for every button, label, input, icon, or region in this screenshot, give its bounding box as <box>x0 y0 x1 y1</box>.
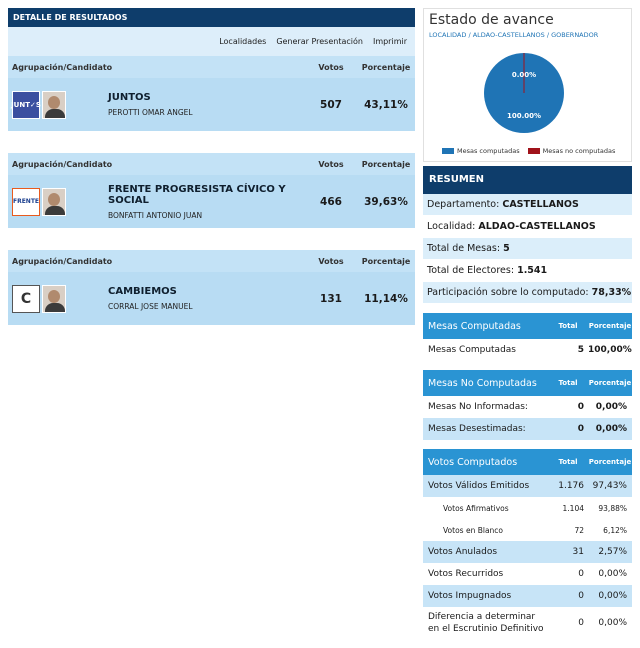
table-row: Mesas Computadas 5 100,00% <box>428 345 632 355</box>
result-header <box>8 153 415 175</box>
table-header: Mesas No Computadas Total Porcentaje <box>423 370 632 396</box>
col-porcentaje: Porcentaje <box>361 159 411 169</box>
result-block <box>8 250 415 325</box>
result-row[interactable] <box>8 272 415 325</box>
pie-chart <box>428 49 628 141</box>
pct-value: 39,63% <box>364 195 408 208</box>
mesas-no-computadas-table <box>423 370 632 440</box>
party-logo: JUNT✓S <box>12 91 40 119</box>
localidad-row: Localidad: ALDAO-CASTELLANOS <box>423 216 632 238</box>
table-row: Votos Afirmativos 1.104 93,88% <box>443 503 627 513</box>
col-agrupacion: Agrupación/Candidato <box>12 62 113 72</box>
candidate-photo <box>42 285 66 313</box>
departamento-row: Departamento: CASTELLANOS <box>423 194 632 216</box>
total-electores-row: Total de Electores: 1.541 <box>423 260 632 282</box>
votes-value: 131 <box>320 292 342 305</box>
col-votos: Votos <box>318 159 344 169</box>
resumen-panel <box>423 166 632 304</box>
votos-computados-table <box>423 449 632 638</box>
table-row: Mesas Desestimadas: 0 0,00% <box>423 418 632 440</box>
table-row: Mesas No Informadas: 0 0,00% <box>428 402 627 412</box>
participacion-row: Participación sobre lo computado: 78,33% <box>423 282 632 304</box>
table-row: Votos Válidos Emitidos 1.176 97,43% <box>423 475 632 497</box>
party-logo: FRENTE <box>12 188 40 216</box>
party-name: FRENTE PROGRESISTA CÍVICO Y SOCIAL <box>108 183 286 206</box>
pie-label-top: 0.00% <box>511 71 537 79</box>
generar-presentacion-link[interactable]: Generar Presentación <box>276 37 363 46</box>
col-porcentaje: Porcentaje <box>361 62 411 72</box>
votes-value: 466 <box>320 195 342 208</box>
candidate-photo <box>42 91 66 119</box>
result-block <box>8 56 415 131</box>
pct-value: 11,14% <box>364 292 408 305</box>
col-agrupacion: Agrupación/Candidato <box>12 256 113 266</box>
col-porcentaje: Porcentaje <box>361 256 411 266</box>
pie-label-bottom: 100.00% <box>506 112 542 120</box>
detalle-panel <box>8 8 415 325</box>
col-votos: Votos <box>318 62 344 72</box>
candidate-name: CORRAL JOSE MANUEL <box>108 302 193 311</box>
pie-legend <box>442 147 615 155</box>
legend-computadas: Mesas computadas <box>442 147 520 155</box>
result-block <box>8 153 415 228</box>
detalle-title: DETALLE DE RESULTADOS <box>8 8 415 27</box>
col-votos: Votos <box>318 256 344 266</box>
right-panel <box>423 8 632 638</box>
candidate-photo <box>42 188 66 216</box>
estado-avance <box>423 8 632 162</box>
mesas-computadas-table <box>423 313 632 361</box>
party-logo: C <box>12 285 40 313</box>
pct-value: 43,11% <box>364 98 408 111</box>
party-name: JUNTOS <box>108 92 151 103</box>
localidades-link[interactable]: Localidades <box>219 37 267 46</box>
table-row: Votos Recurridos 0 0,00% <box>428 569 627 579</box>
detalle-toolbar <box>8 27 415 56</box>
result-header <box>8 250 415 272</box>
estado-title: Estado de avance <box>429 12 554 28</box>
table-row: Votos Impugnados 0 0,00% <box>423 585 632 607</box>
table-header: Mesas Computadas Total Porcentaje <box>423 313 632 339</box>
table-row: Votos en Blanco 72 6,12% <box>443 525 627 535</box>
table-row: Votos Anulados 31 2,57% <box>423 541 632 563</box>
resumen-title: RESUMEN <box>423 166 632 194</box>
candidate-name: PEROTTI OMAR ANGEL <box>108 108 193 117</box>
table-row: Diferencia a determinar en el Escrutinio Definitivo 0 0,00% <box>428 611 627 634</box>
legend-no-computadas: Mesas no computadas <box>528 147 616 155</box>
party-name: CAMBIEMOS <box>108 286 177 297</box>
result-row[interactable] <box>8 175 415 228</box>
candidate-name: BONFATTI ANTONIO JUAN <box>108 210 203 220</box>
result-row[interactable] <box>8 78 415 131</box>
result-header <box>8 56 415 78</box>
breadcrumb[interactable]: LOCALIDAD / ALDAO-CASTELLANOS / GOBERNADOR <box>429 31 599 39</box>
total-mesas-row: Total de Mesas: 5 <box>423 238 632 260</box>
votes-value: 507 <box>320 98 342 111</box>
table-header: Votos Computados Total Porcentaje <box>423 449 632 475</box>
imprimir-link[interactable]: Imprimir <box>372 37 407 46</box>
col-agrupacion: Agrupación/Candidato <box>12 159 113 169</box>
